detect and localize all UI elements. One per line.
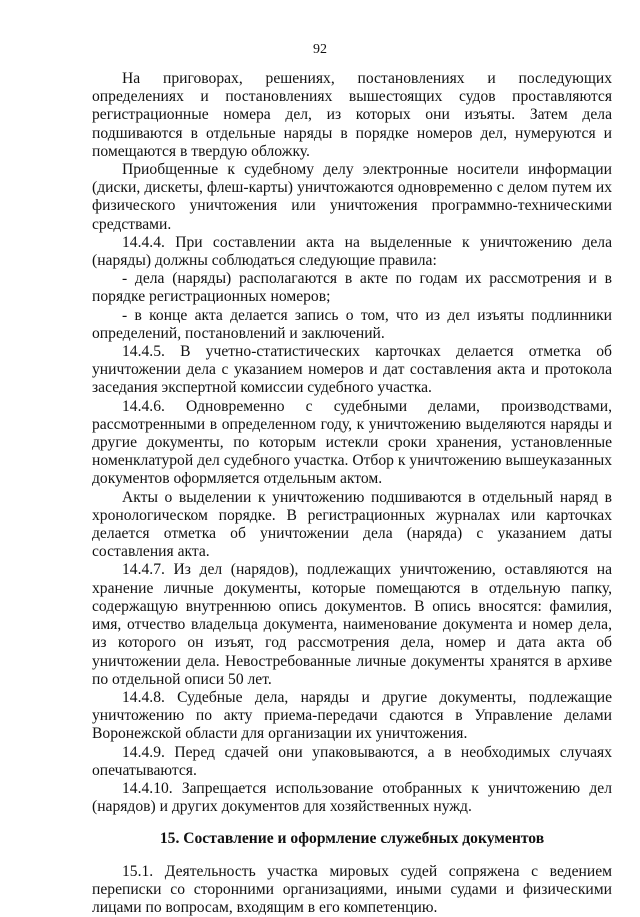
paragraph: 14.4.5. В учетно-статистических карточках делается отметка об уничтожении дела с указанием номеров и дат составления акта и протокола заседания экспертной комиссии судебного участка. [92,343,612,397]
paragraph: - дела (наряды) располагаются в акте по годам их рассмотрения и в порядке регистрационных номеров; [92,270,612,306]
document-body [92,70,612,917]
paragraph: 14.4.8. Судебные дела, наряды и другие документы, подлежащие уничтожению по акту приема-передачи сдаются в Управление делами Воронежской области для организации их уничтожения. [92,688,612,743]
section-heading: 15. Составление и оформление служебных документов [159,830,545,848]
paragraph: 14.4.7. Из дел (нарядов), подлежащих уничтожению, оставляются на хранение личные документы, которые помещаются в отдельную папку, содержащую внутреннюю опись документов. В опись вносятся: фамилия, имя, отчество владельца документа, наименование документа и номер дела, из которого он изъят, год рассмотрения дела, номер и дата акта об уничтожении дела. Невостребованные личные документы хранятся в архиве по отдельной описи 50 лет. [92,561,612,688]
paragraph: На приговорах, решениях, постановлениях и последующих определениях и постановлениях вышестоящих судов проставляются регистрационные номера дел, из которых они изъяты. Затем дела подшиваются в отдельные наряды в порядке номеров дел, нумеруются и помещаются в твердую обложку. [92,70,612,160]
paragraph: Акты о выделении к уничтожению подшиваются в отдельный наряд в хронологическом порядке. В регистрационных журналах или карточках делается отметка об уничтожении дела (наряда) с указанием даты составления акта. [92,488,612,561]
page-number: 92 [313,42,327,57]
paragraph: 14.4.6. Одновременно с судебными делами, производствами, рассмотренными в определенном году, к уничтожению выделяются наряды и другие документы, по которым истекли сроки хранения, установленные номенклатурой дел судебного участка. Отбор к уничтожению вышеуказанных документов оформляется отдельным актом. [92,397,612,488]
paragraph: Приобщенные к судебному делу электронные носители информации (диски, дискеты, флеш-карты) уничтожаются одновременно с делом путем их физического уничтожения или уничтожения программно-техническими средствами. [92,161,612,233]
paragraph: - в конце акта делается запись о том, что из дел изъяты подлинники определений, постановлений и заключений. [92,306,612,342]
paragraph: 14.4.10. Запрещается использование отобранных к уничтожению дел (нарядов) и других документов для хозяйственных нужд. [92,779,612,816]
paragraph: 14.4.4. При составлении акта на выделенные к уничтожению дела (наряды) должны соблюдаться следующие правила: [92,233,612,270]
paragraph: 15.1. Деятельность участка мировых судей сопряжена с ведением переписки со сторонними организациями, иными судами и физическими лицами по вопросам, входящим в его компетенцию. [92,862,612,916]
paragraph: 14.4.9. Перед сдачей они упаковываются, а в необходимых случаях опечатываются. [92,743,612,779]
